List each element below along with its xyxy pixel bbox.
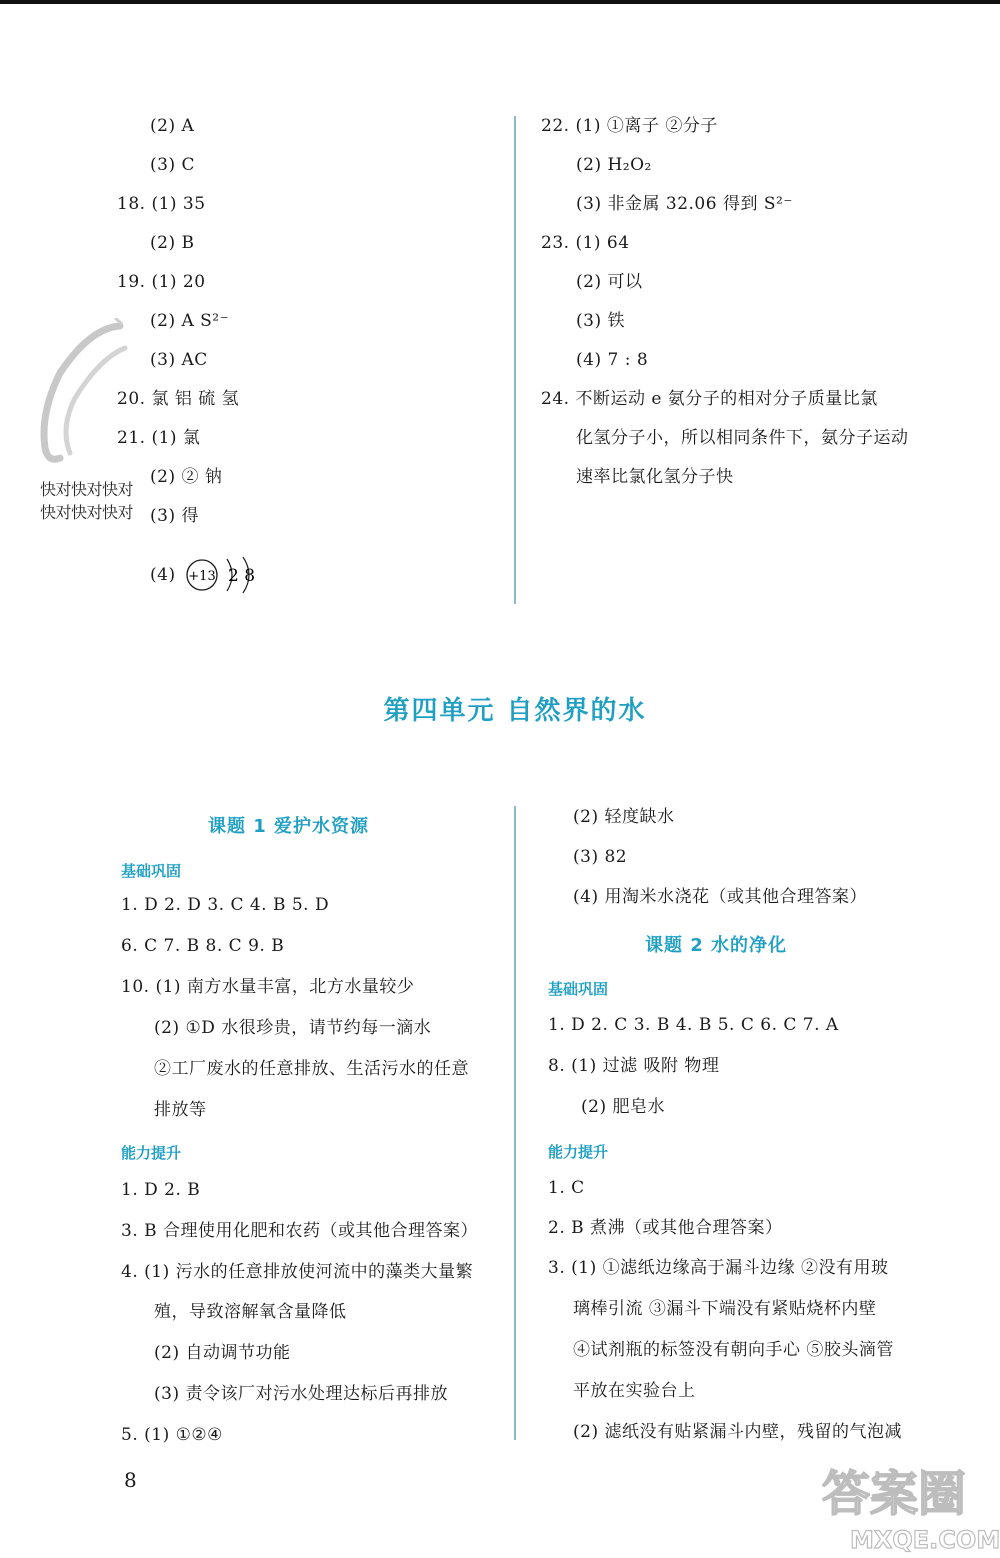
answer-line: 8. (1) 过滤 吸附 物理 [548,1056,720,1076]
answer-line: (2) A S²⁻ [150,311,230,331]
answer-line: 18. (1) 35 [117,194,206,214]
answer-line: (2) B [150,233,195,253]
answer-line: (3) AC [150,350,208,370]
handwritten-check-mark [30,318,140,468]
answer-line: 璃棒引流 ③漏斗下端没有紧贴烧杯内壁 [573,1299,877,1319]
watermark-logo [800,1448,1000,1558]
answer-line: (2) ①D 水很珍贵，请节约每一滴水 [154,1018,432,1038]
answer-line: (2) A [150,116,195,136]
answer-line: 排放等 [154,1100,207,1120]
answer-line: ④试剂瓶的标签没有朝向手心 ⑤胶头滴管 [573,1340,894,1360]
answer-line: (3) 得 [150,506,199,526]
answer-line: 平放在实验台上 [573,1381,696,1401]
answer-line: (2) 肥皂水 [581,1097,665,1117]
basic-section-label: 基础巩固 [548,980,609,998]
answer-line: 1. C [548,1178,585,1198]
top-border [0,0,1000,4]
watermark-url: MXQE.COM [850,1526,1000,1554]
answer-line: 5. (1) ①②④ [121,1425,223,1445]
answer-line: (2) H₂O₂ [576,155,652,175]
answer-line: (3) 铁 [576,311,625,331]
unit-title: 第四单元 自然界的水 [383,696,647,726]
answer-line: 2. B 煮沸（或其他合理答案） [548,1218,783,1238]
column-divider [514,806,516,1440]
nucleus-charge: +13 [188,569,216,584]
answer-line: 22. (1) ①离子 ②分子 [541,116,718,136]
column-divider [514,116,516,604]
answer-line: 20. 氯 铝 硫 氢 [117,389,240,409]
answer-line: (2) 轻度缺水 [573,807,675,827]
answer-line: (4) 用淘米水浇花（或其他合理答案） [573,887,867,907]
answer-line: 4. (1) 污水的任意排放使河流中的藻类大量繁 [121,1262,474,1282]
answer-line: 19. (1) 20 [117,272,206,292]
answer-line: 1. D 2. D 3. C 4. B 5. D [121,895,330,915]
answer-line: 1. D 2. B [121,1180,201,1200]
answer-line: 化氢分子小，所以相同条件下，氨分子运动 [576,428,909,448]
answer-line: (3) 82 [573,847,628,867]
answer-line: (3) C [150,155,195,175]
lesson-2-title: 课题 2 水的净化 [645,935,788,956]
electron-shells: 2 8 [228,566,256,586]
answer-line: 3. (1) ①滤纸边缘高于漏斗边缘 ②没有用玻 [548,1258,889,1278]
answer-line: 殖，导致溶解氧含量降低 [154,1302,347,1322]
answer-line: 1. D 2. C 3. B 4. B 5. C 6. C 7. A [548,1015,839,1035]
answer-line: 速率比氯化氢分子快 [576,467,734,487]
watermark-logo-text: 答案圈 [822,1466,967,1522]
answer-line: 6. C 7. B 8. C 9. B [121,936,285,956]
answer-line: (2) ② 钠 [150,467,223,487]
page-number: 8 [124,1468,137,1492]
advanced-section-label: 能力提升 [121,1144,182,1162]
answer-line: (2) 自动调节功能 [154,1343,291,1363]
answer-line: (2) 滤纸没有贴紧漏斗内壁，残留的气泡减 [573,1422,902,1442]
answer-line: 21. (1) 氯 [117,428,201,448]
basic-section-label: 基础巩固 [121,862,182,880]
answer-line: 23. (1) 64 [541,233,630,253]
lesson-1-title: 课题 1 爱护水资源 [208,816,370,837]
answer-line: (4) [150,565,176,585]
answer-line: (2) 可以 [576,272,643,292]
handwriting-text: 快对快对快对 [40,480,134,499]
answer-line: ②工厂废水的任意排放、生活污水的任意 [154,1059,469,1079]
advanced-section-label: 能力提升 [548,1143,609,1161]
answer-line: 10. (1) 南方水量丰富，北方水量较少 [121,977,415,997]
answer-line: (4) 7 : 8 [576,350,649,370]
atom-structure-diagram [185,557,265,607]
answer-line: (3) 非金属 32.06 得到 S²⁻ [576,194,793,214]
answer-line: 24. 不断运动 e 氨分子的相对分子质量比氯 [541,389,878,409]
handwriting-text: 快对快对快对 [40,503,134,522]
answer-line: (3) 责令该厂对污水处理达标后再排放 [154,1384,448,1404]
answer-line: 3. B 合理使用化肥和农药（或其他合理答案） [121,1221,479,1241]
